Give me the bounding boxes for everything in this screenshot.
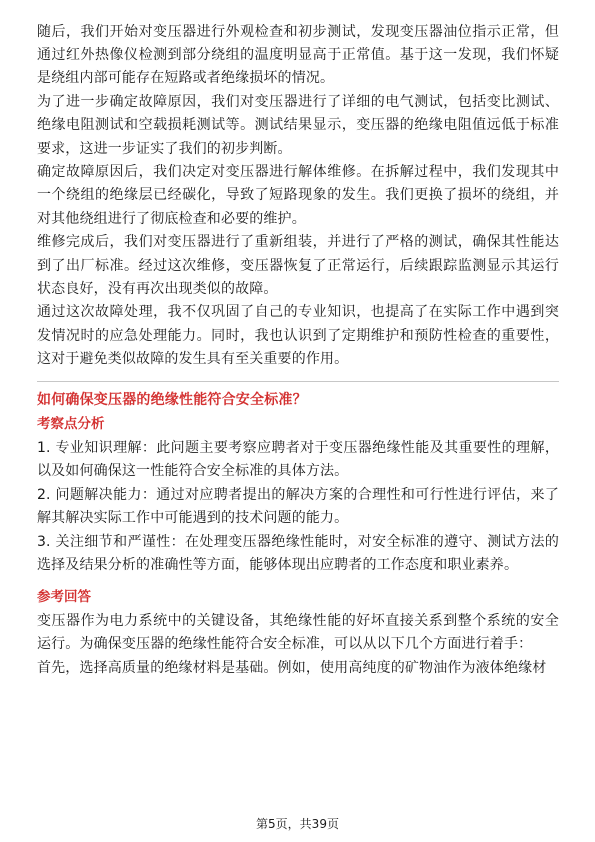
analysis-heading: 考察点分析 [37, 416, 105, 433]
body-paragraph: 为了进一步确定故障原因，我们对变压器进行了详细的电气测试，包括变比测试、绝缘电阻测试和空载损耗测试等。测试结果显示，变压器的绝缘电阻值远低于标准要求，这进一步证实了我们的初步判断。 [37, 94, 559, 157]
question-title: 如何确保变压器的绝缘性能符合安全标准？ [37, 392, 307, 409]
page-content [37, 21, 559, 681]
body-paragraph: 维修完成后，我们对变压器进行了重新组装，并进行了严格的测试，确保其性能达到了出厂标准。经过这次维修，变压器恢复了正常运行，后续跟踪监测显示其运行状态良好，没有再次出现类似的故障。 [37, 234, 559, 297]
body-paragraph: 随后，我们开始对变压器进行外观检查和初步测试，发现变压器油位指示正常，但通过红外热像仪检测到部分绕组的温度明显高于正常值。基于这一发现，我们怀疑是绕组内部可能存在短路或者绝缘损坏的情况。 [37, 24, 559, 87]
answer-heading: 参考回答 [37, 589, 91, 606]
answer-paragraph: 变压器作为电力系统中的关键设备，其绝缘性能的好坏直接关系到整个系统的安全运行。为确保变压器的绝缘性能符合安全标准，可以从以下几个方面进行着手： [37, 613, 559, 653]
answer-paragraph: 首先，选择高质量的绝缘材料是基础。例如，使用高纯度的矿物油作为液体绝缘材 [37, 660, 547, 677]
analysis-item: 1. 专业知识理解：此问题主要考察应聘者对于变压器绝缘性能及其重要性的理解，以及如何确保这一性能符合安全标准的具体方法。 [37, 440, 559, 480]
analysis-item: 3. 关注细节和严谨性：在处理变压器绝缘性能时，对安全标准的遵守、测试方法的选择及结果分析的准确性等方面，能够体现出应聘者的工作态度和职业素养。 [37, 533, 559, 574]
body-paragraph: 确定故障原因后，我们决定对变压器进行解体维修。在拆解过程中，我们发现其中一个绕组的绝缘层已经碳化，导致了短路现象的发生。我们更换了损坏的绕组，并对其他绕组进行了彻底检查和必要的维护。 [37, 164, 559, 227]
body-paragraph: 通过这次故障处理，我不仅巩固了自己的专业知识，也提高了在实际工作中遇到突发情况时的应急处理能力。同时，我也认识到了定期维护和预防性检查的重要性，这对于避免类似故障的发生具有至关重要的作用。 [37, 304, 559, 367]
section-divider [37, 381, 559, 382]
page-number-footer: 第5页，共39页 [256, 817, 339, 831]
analysis-item: 2. 问题解决能力：通过对应聘者提出的解决方案的合理性和可行性进行评估，来了解其解决实际工作中可能遇到的技术问题的能力。 [37, 486, 559, 527]
